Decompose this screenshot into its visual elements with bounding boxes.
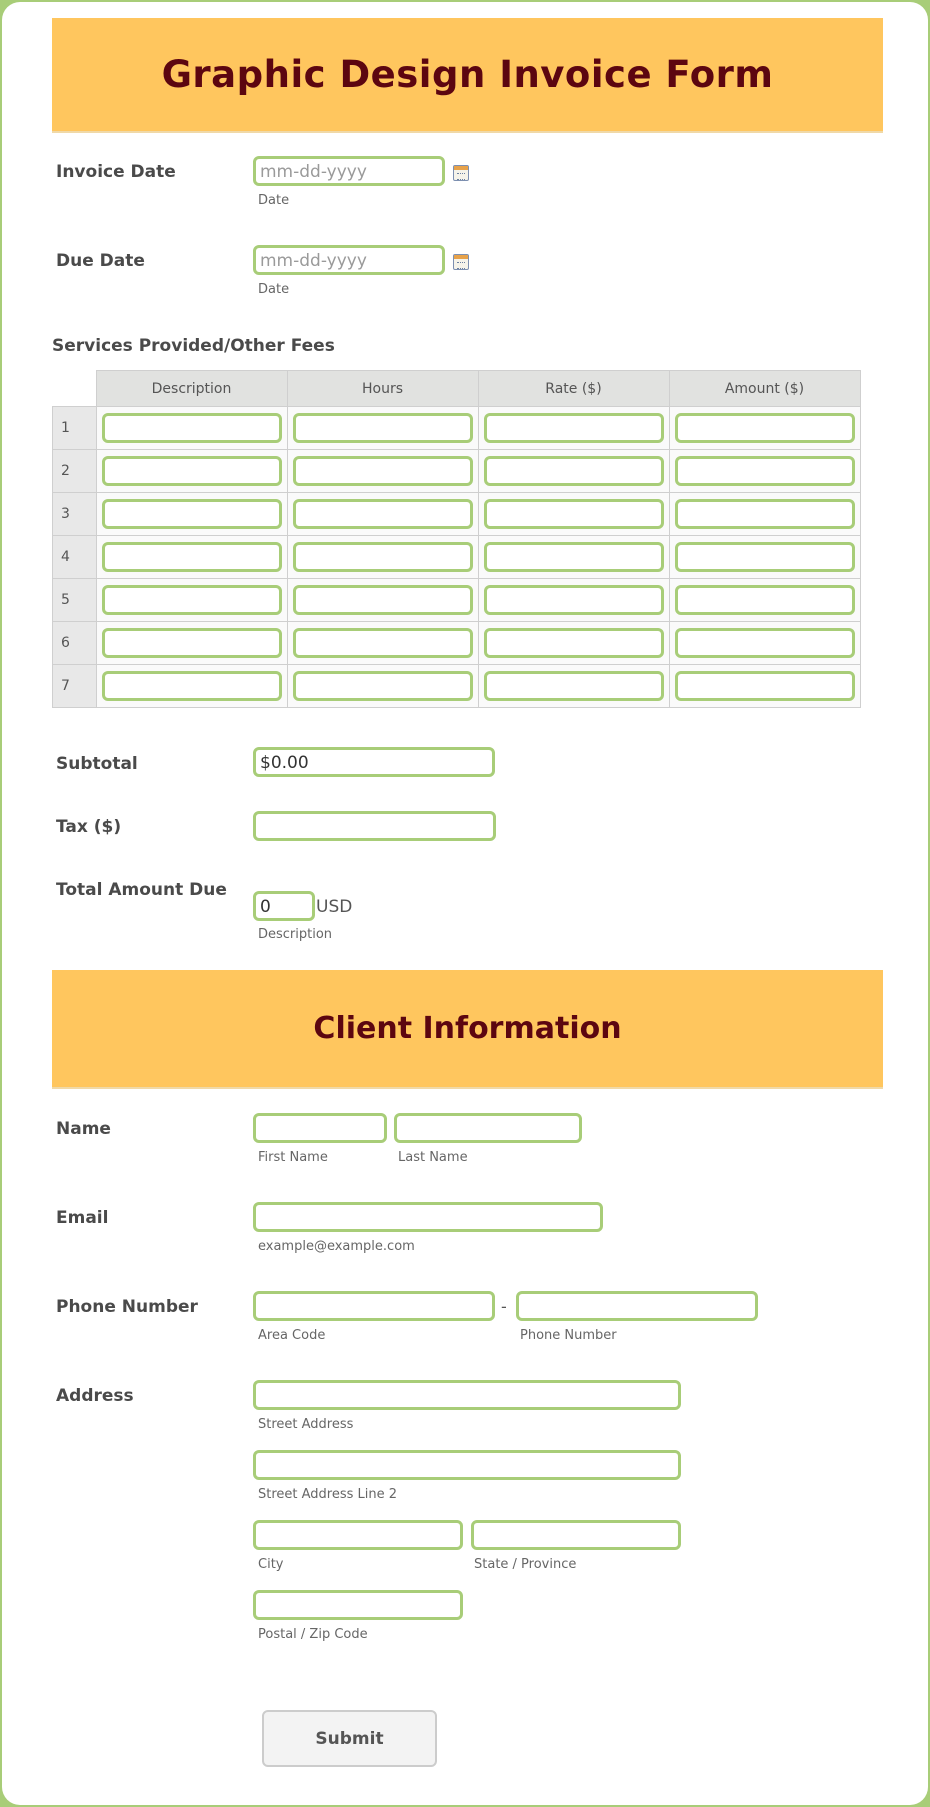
calendar-icon[interactable] (453, 165, 469, 181)
row-number: 1 (53, 407, 97, 450)
description-input[interactable] (102, 542, 282, 572)
row-number: 7 (53, 665, 97, 708)
street-address-sublabel: Street Address (258, 1417, 354, 1432)
column-header-amount: Amount ($) (669, 371, 860, 407)
hours-input[interactable] (293, 499, 473, 529)
phone-label: Phone Number (56, 1297, 198, 1317)
amount-input[interactable] (675, 499, 855, 529)
table-row (53, 665, 861, 708)
zip-sublabel: Postal / Zip Code (258, 1627, 368, 1642)
table-corner (53, 371, 97, 407)
table-row (53, 493, 861, 536)
street-address-line2-input[interactable] (253, 1450, 681, 1480)
column-header-rate: Rate ($) (478, 371, 669, 407)
amount-input[interactable] (675, 542, 855, 572)
tax-input[interactable] (253, 811, 496, 841)
due-date-input[interactable]: mm-dd-yyyy (253, 245, 445, 275)
description-input[interactable] (102, 628, 282, 658)
amount-input[interactable] (675, 456, 855, 486)
state-sublabel: State / Province (474, 1557, 577, 1572)
last-name-input[interactable] (394, 1113, 582, 1143)
description-input[interactable] (102, 499, 282, 529)
subtotal-label: Subtotal (56, 754, 138, 774)
hours-input[interactable] (293, 671, 473, 701)
city-input[interactable] (253, 1520, 463, 1550)
rate-input[interactable] (484, 585, 664, 615)
amount-input[interactable] (675, 671, 855, 701)
description-input[interactable] (102, 671, 282, 701)
state-input[interactable] (471, 1520, 681, 1550)
services-table (52, 370, 861, 708)
address-label: Address (56, 1386, 134, 1406)
invoice-date-sublabel: Date (258, 193, 290, 208)
description-input[interactable] (102, 585, 282, 615)
rate-input[interactable] (484, 542, 664, 572)
table-row (53, 407, 861, 450)
hours-input[interactable] (293, 585, 473, 615)
table-row (53, 622, 861, 665)
rate-input[interactable] (484, 413, 664, 443)
due-date-sublabel: Date (258, 282, 290, 297)
area-code-input[interactable] (253, 1291, 495, 1321)
total-sublabel: Description (258, 927, 333, 942)
table-row (53, 450, 861, 493)
column-header-hours: Hours (287, 371, 478, 407)
submit-button[interactable]: Submit (262, 1710, 437, 1767)
services-title: Services Provided/Other Fees (52, 336, 335, 356)
subtotal-input[interactable]: $0.00 (253, 747, 495, 777)
first-name-sublabel: First Name (258, 1150, 328, 1165)
row-number: 2 (53, 450, 97, 493)
rate-input[interactable] (484, 499, 664, 529)
total-label: Total Amount Due (56, 880, 227, 900)
form-header (52, 18, 883, 133)
invoice-date-label: Invoice Date (56, 162, 176, 182)
email-sublabel: example@example.com (258, 1239, 415, 1254)
hours-input[interactable] (293, 413, 473, 443)
rate-input[interactable] (484, 628, 664, 658)
client-title: Client Information (313, 1011, 622, 1046)
amount-input[interactable] (675, 628, 855, 658)
total-input[interactable]: 0 (253, 891, 315, 921)
table-row (53, 579, 861, 622)
table-row (53, 536, 861, 579)
email-label: Email (56, 1208, 109, 1228)
client-header (52, 970, 883, 1089)
tax-label: Tax ($) (56, 817, 122, 837)
invoice-date-input[interactable]: mm-dd-yyyy (253, 156, 445, 186)
street-address-line2-sublabel: Street Address Line 2 (258, 1487, 398, 1502)
phone-separator: - (501, 1297, 507, 1316)
calendar-icon[interactable] (453, 254, 469, 270)
rate-input[interactable] (484, 456, 664, 486)
city-sublabel: City (258, 1557, 284, 1572)
name-label: Name (56, 1119, 111, 1139)
first-name-input[interactable] (253, 1113, 387, 1143)
description-input[interactable] (102, 413, 282, 443)
form-title: Graphic Design Invoice Form (161, 53, 774, 96)
row-number: 5 (53, 579, 97, 622)
rate-input[interactable] (484, 671, 664, 701)
phone-number-sublabel: Phone Number (520, 1328, 617, 1343)
amount-input[interactable] (675, 413, 855, 443)
column-header-description: Description (96, 371, 287, 407)
hours-input[interactable] (293, 542, 473, 572)
form-card (2, 2, 928, 1805)
row-number: 4 (53, 536, 97, 579)
area-code-sublabel: Area Code (258, 1328, 326, 1343)
hours-input[interactable] (293, 628, 473, 658)
row-number: 6 (53, 622, 97, 665)
last-name-sublabel: Last Name (398, 1150, 468, 1165)
description-input[interactable] (102, 456, 282, 486)
email-input[interactable] (253, 1202, 603, 1232)
due-date-label: Due Date (56, 251, 145, 271)
amount-input[interactable] (675, 585, 855, 615)
zip-input[interactable] (253, 1590, 463, 1620)
phone-number-input[interactable] (516, 1291, 758, 1321)
street-address-input[interactable] (253, 1380, 681, 1410)
currency-label: USD (316, 897, 353, 917)
hours-input[interactable] (293, 456, 473, 486)
row-number: 3 (53, 493, 97, 536)
